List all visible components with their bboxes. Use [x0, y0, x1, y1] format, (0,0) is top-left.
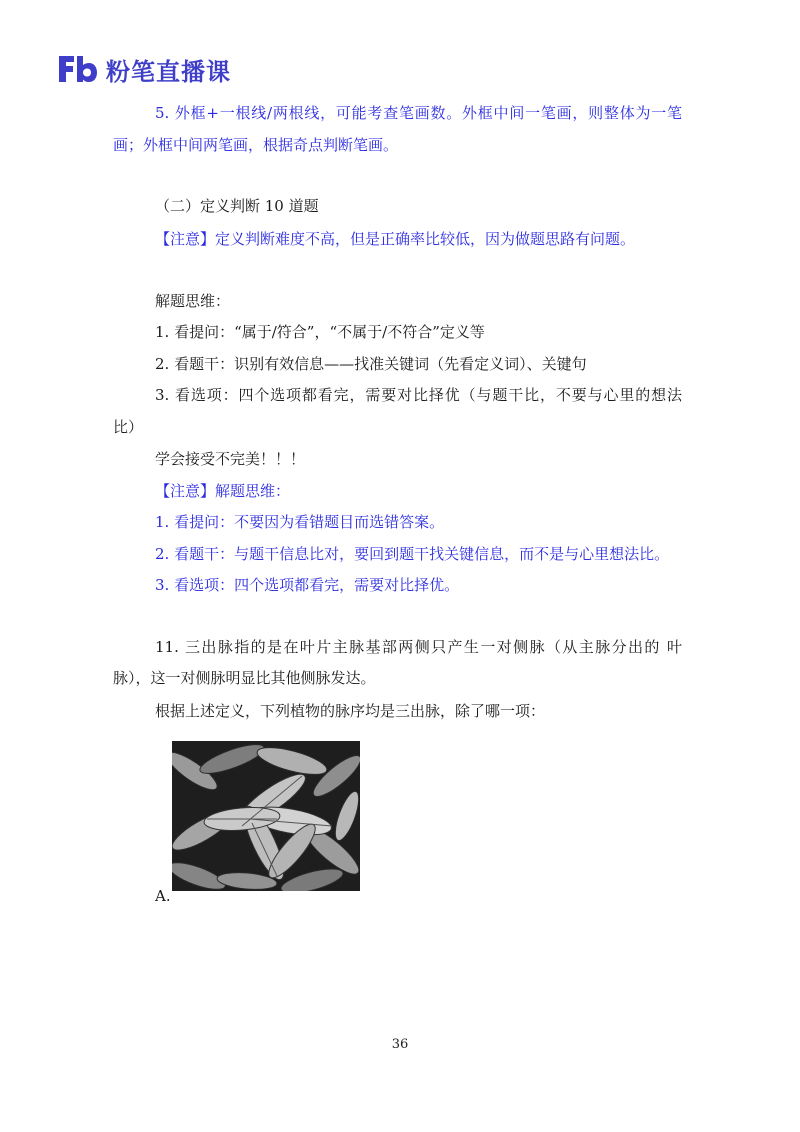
note2-step2: 2. 看题干：与题干信息比对，要回到题干找关键信息，而不是与心里想法比。	[155, 545, 670, 563]
note2-step1: 1. 看提问：不要因为看错题目而选错答案。	[155, 513, 445, 531]
leaf-photo	[172, 741, 360, 891]
note2-step3: 3. 看选项：四个选项都看完，需要对比择优。	[155, 576, 460, 594]
leaf-photo-image	[172, 741, 360, 891]
thinking-step3-line1: 3. 看选项：四个选项都看完，需要对比择优（与题干比，不要与心里的想法	[155, 386, 682, 404]
question-line3: 根据上述定义，下列植物的脉序均是三出脉，除了哪一项：	[155, 702, 546, 720]
section5-line2: 画；外框中间两笔画，根据奇点判断笔画。	[113, 136, 399, 154]
logo-text: 粉笔直播课	[106, 57, 231, 86]
question-line2: 脉），这一对侧脉明显比其他侧脉发达。	[113, 669, 376, 687]
question-line1: 11. 三出脉指的是在叶片主脉基部两侧只产生一对侧脉（从主脉分出的 叶	[155, 638, 682, 656]
thinking-step2: 2. 看题干：识别有效信息——找准关键词（先看定义词）、关键句	[155, 355, 587, 373]
fenbi-logo-icon	[56, 52, 98, 86]
thinking-step1: 1. 看提问：“属于/符合”，“不属于/不符合”定义等	[155, 323, 485, 341]
thinking-heading: 解题思维：	[155, 292, 231, 310]
option-a-label: A.	[155, 887, 171, 905]
thinking-step3-line2: 比）	[113, 418, 144, 436]
fenbi-logo	[56, 52, 231, 86]
accept-imperfection: 学会接受不完美！！！	[155, 450, 306, 468]
note-difficulty: 【注意】定义判断难度不高，但是正确率比较低，因为做题思路有问题。	[155, 230, 636, 248]
section-title: （二）定义判断 10 道题	[155, 197, 319, 215]
page-number: 36	[391, 1037, 409, 1052]
note2-heading: 【注意】解题思维：	[155, 482, 291, 500]
section5-line1: 5. 外框+一根线/两根线，可能考查笔画数。外框中间一笔画，则整体为一笔	[155, 104, 682, 122]
